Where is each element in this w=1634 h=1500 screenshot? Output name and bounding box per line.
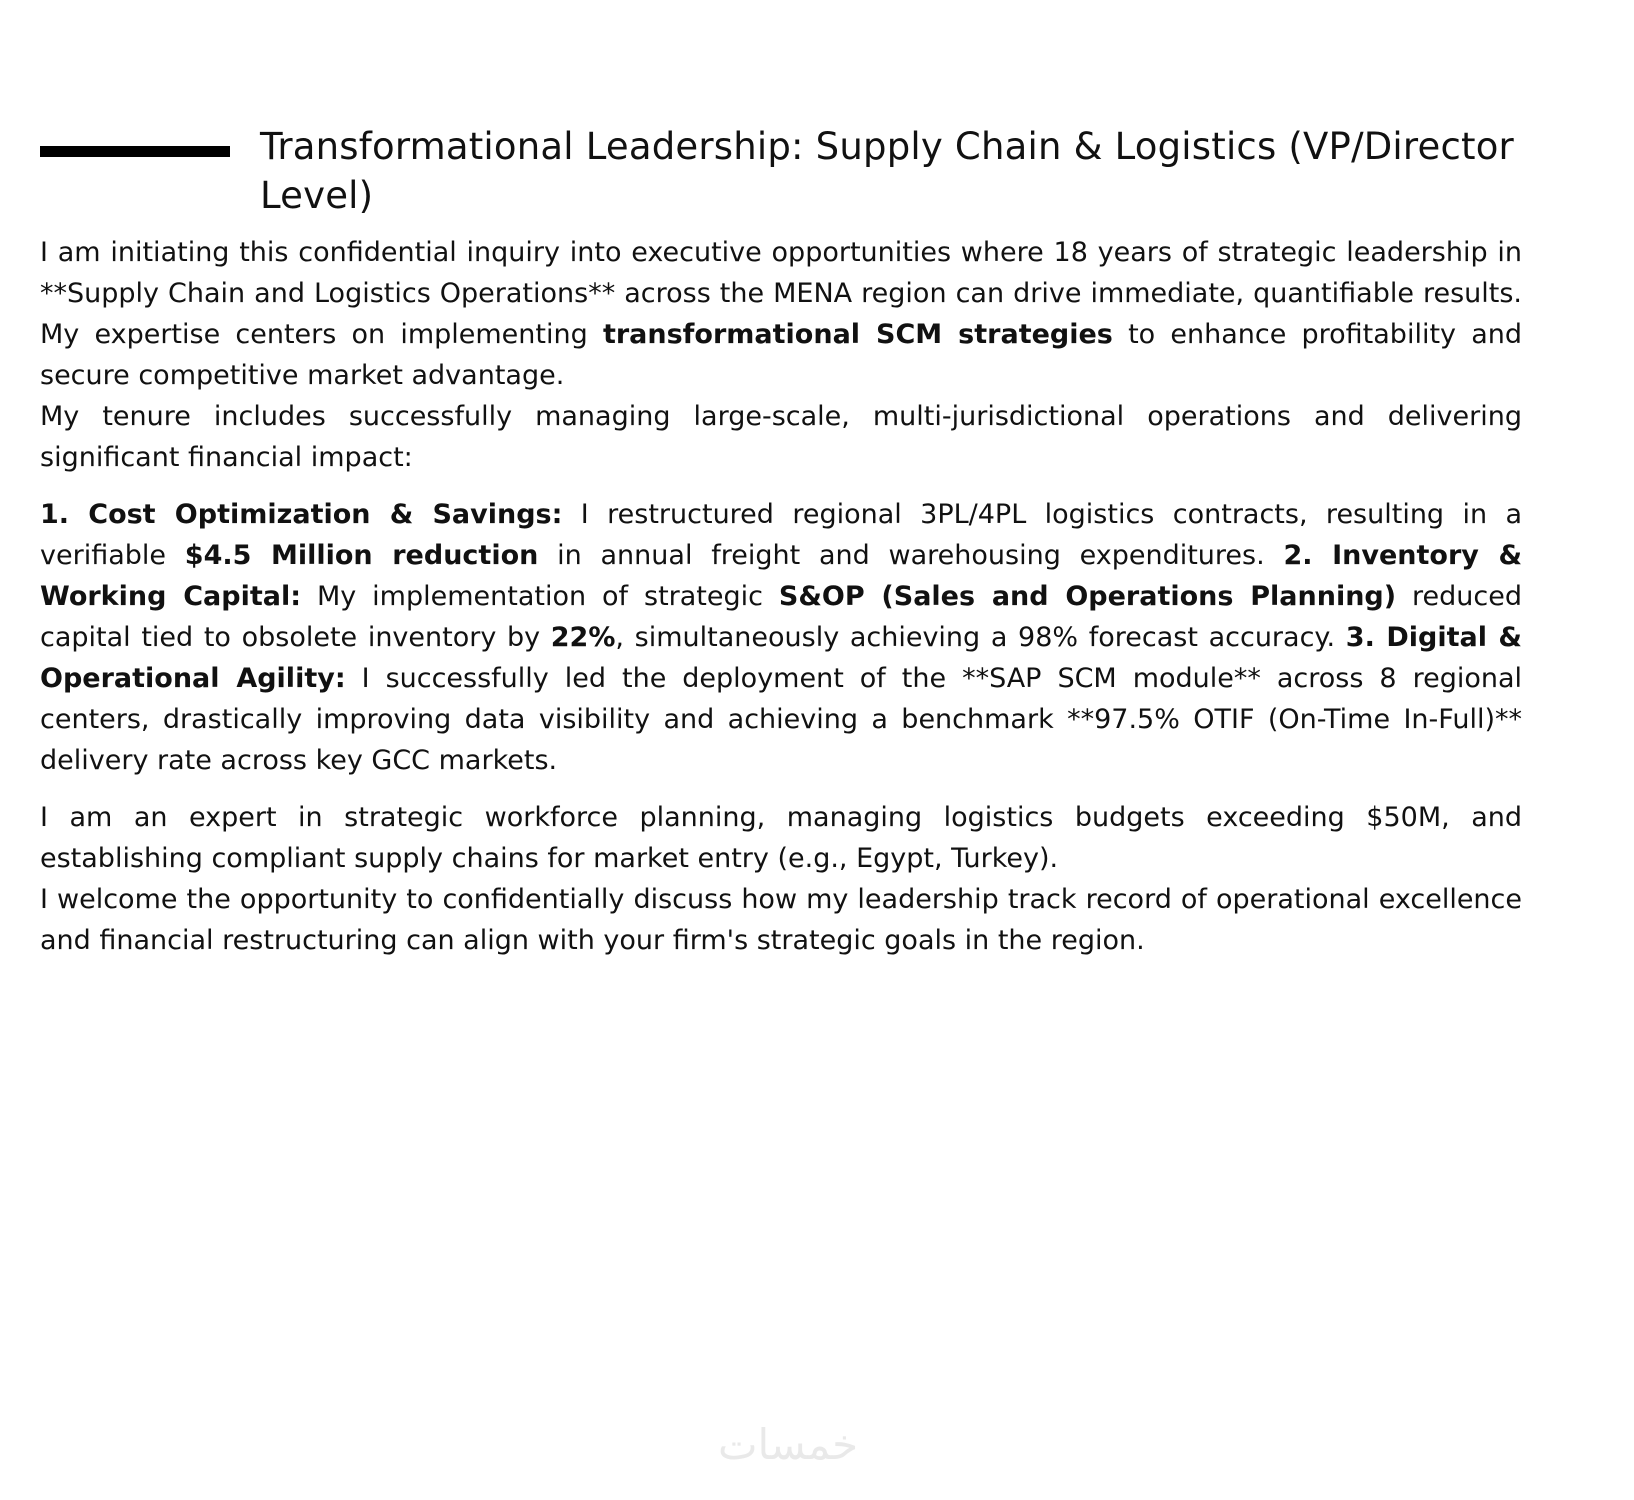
intro-text-a: I am initiating this confidential inquiry into executive opportunities where 18 years of strategic leadership in **Supply Chain and Logistics Operations** across the MENA region can drive immediate, quantifiable results. My expertise centers on implementing (40, 237, 1522, 350)
intro-text-b: to enhance profitability and secure competitive market advantage. (40, 319, 1523, 391)
expertise-paragraph: I am an expert in strategic workforce planning, managing logistics budgets exceeding $50M, and establishing compliant supply chains for market entry (e.g., Egypt, Turkey). (40, 802, 1522, 874)
achievement-1-label: 1. Cost Optimization & Savings: (40, 499, 563, 530)
closing-paragraph: I welcome the opportunity to confidentially discuss how my leadership track record of operational excellence and financial restructuring can align with your firm's strategic goals in the region. (40, 884, 1522, 956)
achievement-1-bold: $4.5 Million reduction (184, 540, 539, 571)
achievement-2-text-c: , simultaneously achieving a 98% forecast accuracy. (615, 622, 1346, 653)
watermark-logo: خمسات (718, 1420, 859, 1469)
document-page (40, 122, 1522, 961)
achievement-1-text-b: in annual freight and warehousing expenditures. (538, 540, 1284, 571)
intro-bold-phrase: transformational SCM strategies (602, 319, 1113, 350)
achievement-1-text-a: I restructured regional 3PL/4PL logistics contracts, resulting in a verifiable (40, 499, 1523, 571)
achievement-2-label: 2. Inventory & Working Capital: (40, 540, 1523, 612)
achievement-3-text: I successfully led the deployment of the **SAP SCM module** across 8 regional centers, drastically improving data visibility and achieving a benchmark **97.5% OTIF (On-Time In-Full)** delivery rate across key GCC markets. (40, 663, 1523, 776)
achievement-2-text-a: My implementation of strategic (301, 581, 779, 612)
section-heading (40, 122, 1522, 220)
intro-paragraph (40, 232, 1522, 396)
achievement-2-text-b: reduced capital tied to obsolete inventory by (40, 581, 1522, 653)
achievement-3-label: 3. Digital & Operational Agility: (40, 622, 1522, 694)
tenure-paragraph: My tenure includes successfully managing large-scale, multi-jurisdictional operations and delivering significant financial impact: (40, 401, 1522, 473)
heading-bar-decoration (40, 146, 230, 157)
section-title: Transformational Leadership: Supply Chain & Logistics (VP/Director Level) (260, 125, 1514, 217)
achievement-2-bold: S&OP (Sales and Operations Planning) (778, 581, 1397, 612)
achievement-2-percent: 22% (550, 622, 616, 653)
achievements-paragraph (40, 494, 1522, 781)
